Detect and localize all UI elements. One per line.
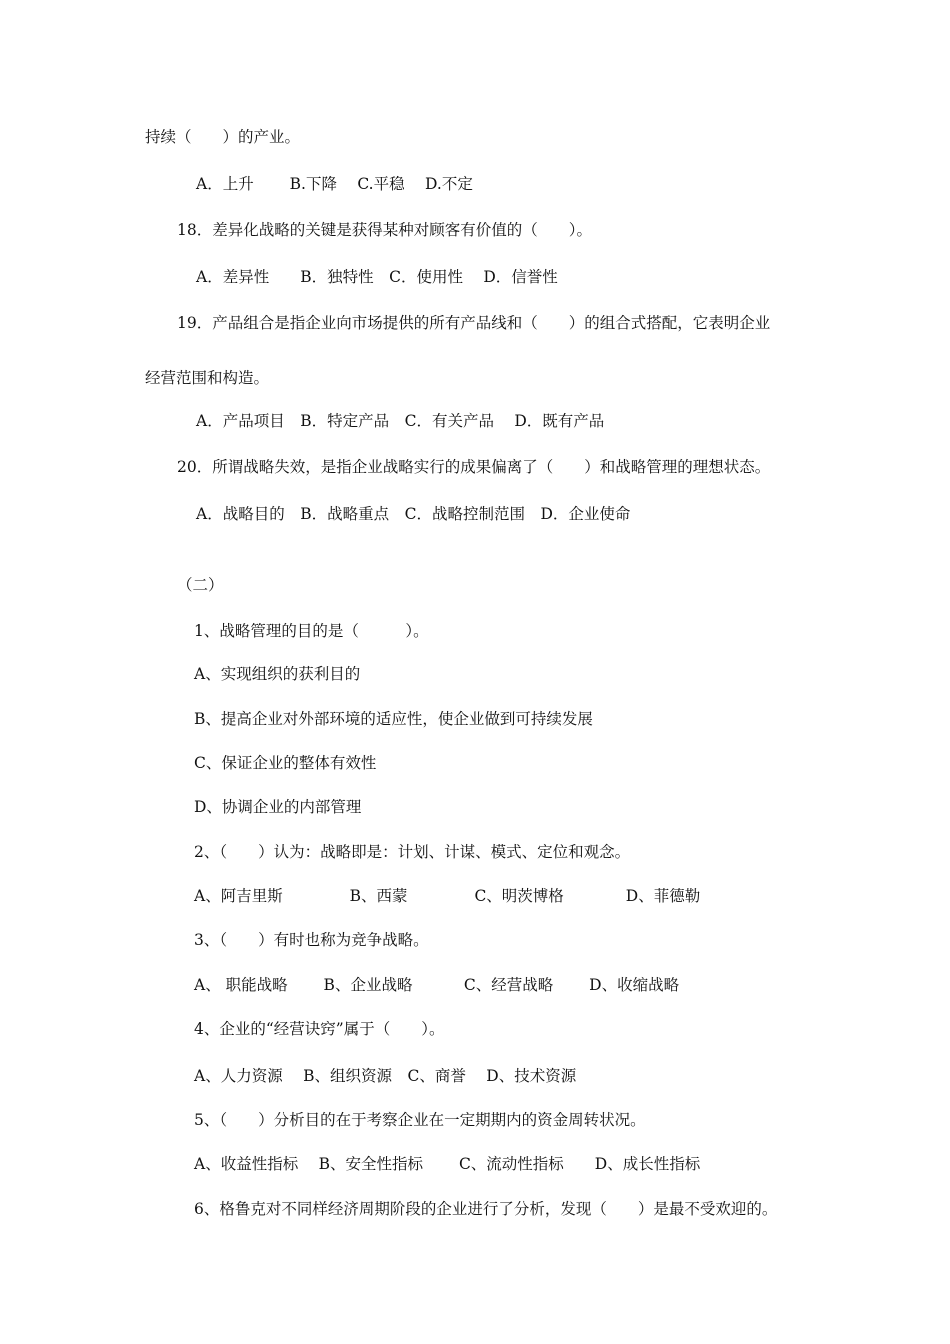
question-18: 18．差异化战略的关键是获得某种对顾客有价值的（ ）。 <box>177 221 592 239</box>
question-19-line1: 19．产品组合是指企业向市场提供的所有产品线和（ ）的组合式搭配，它表明企业 <box>177 314 771 332</box>
p2-q1-option-c: C、保证企业的整体有效性 <box>194 754 377 772</box>
q19-options: A．产品项目 B．特定产品 C．有关产品 D．既有产品 <box>196 412 605 430</box>
p2-q4-options: A、人力资源 B、组织资源 C、商誉 D、技术资源 <box>194 1067 577 1085</box>
p2-q1-option-d: D、协调企业的内部管理 <box>194 798 362 816</box>
p2-q5-options: A、收益性指标 B、安全性指标 C、流动性指标 D、成长性指标 <box>194 1155 701 1173</box>
p2-q2-options: A、阿吉里斯 B、西蒙 C、明茨博格 D、菲德勒 <box>194 887 701 905</box>
q20-options: A．战略目的 B．战略重点 C．战略控制范围 D．企业使命 <box>196 505 631 523</box>
section-heading: （二） <box>177 576 224 594</box>
q18-options: A．差异性 B．独特性 C．使用性 D．信誉性 <box>196 268 558 286</box>
p2-question-2: 2、（ ）认为：战略即是：计划、计谋、模式、定位和观念。 <box>194 843 631 861</box>
question-19-line2: 经营范围和构造。 <box>145 369 270 387</box>
p2-q1-option-b: B、提高企业对外部环境的适应性，使企业做到可持续发展 <box>194 710 593 728</box>
p2-question-1: 1、战略管理的目的是（ ）。 <box>194 622 429 640</box>
q17-options: A．上升 B.下降 C.平稳 D.不定 <box>196 175 473 193</box>
p2-question-6: 6、格鲁克对不同样经济周期阶段的企业进行了分析，发现（ ）是最不受欢迎的。 <box>194 1200 778 1218</box>
p2-q3-options: A、 职能战略 B、企业战略 C、经营战略 D、收缩战略 <box>194 976 680 994</box>
question-20: 20．所谓战略失效，是指企业战略实行的成果偏离了（ ）和战略管理的理想状态。 <box>177 458 771 476</box>
p2-question-3: 3、（ ）有时也称为竞争战略。 <box>194 931 429 949</box>
p2-question-5: 5、（ ）分析目的在于考察企业在一定期期内的资金周转状况。 <box>194 1111 646 1129</box>
text-line-continuation: 持续（ ）的产业。 <box>145 128 301 146</box>
p2-question-4: 4、企业的“经营诀窍”属于（ ）。 <box>194 1020 445 1038</box>
p2-q1-option-a: A、实现组织的获利目的 <box>194 665 361 683</box>
